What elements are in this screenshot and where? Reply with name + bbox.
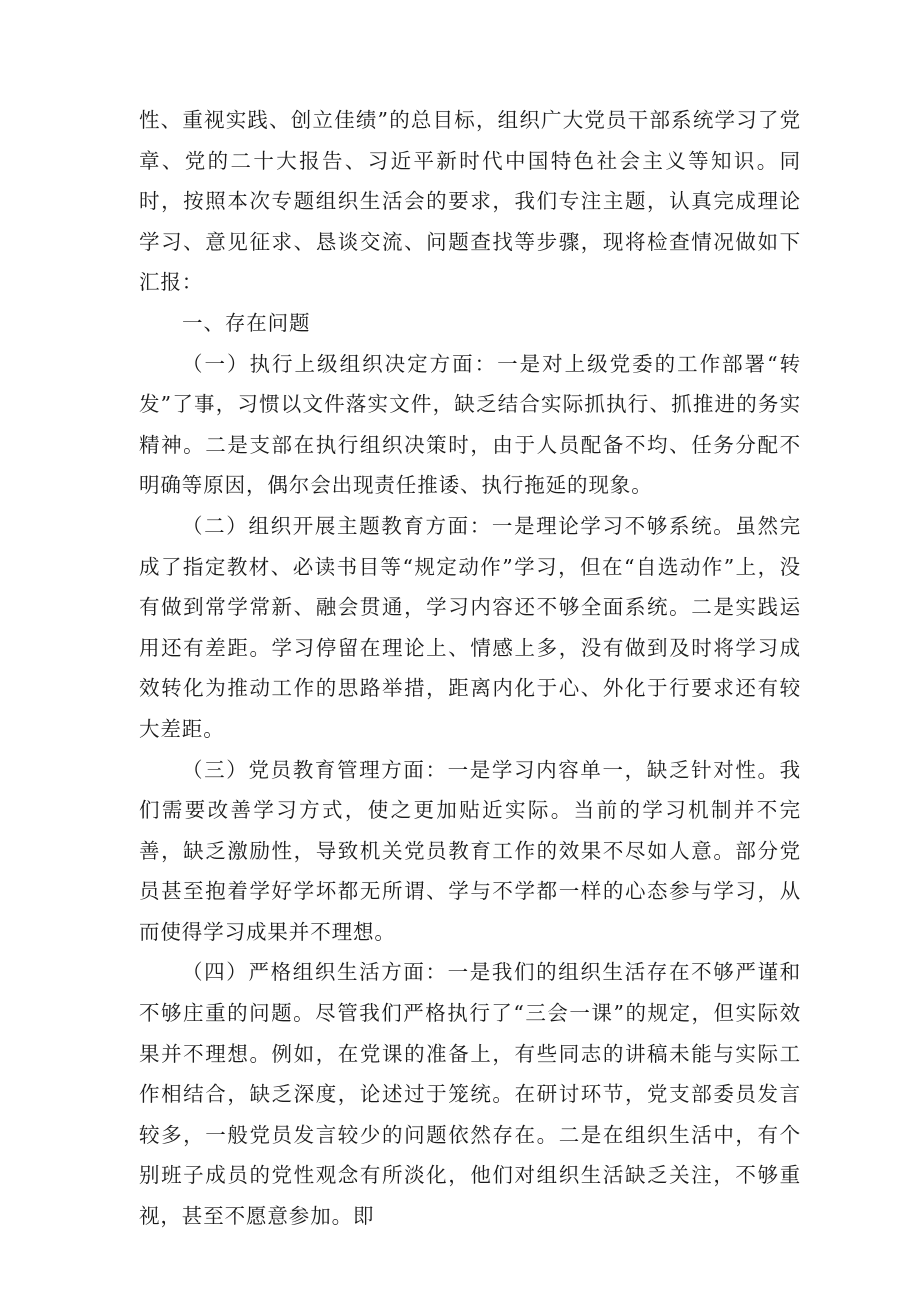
intro-continuation-paragraph: 性、重视实践、创立佳绩”的总目标，组织广大党员干部系统学习了党章、党的二十大报告、习近平新时代中国特色社会主义等知识。同时，按照本次专题组织生活会的要求，我们专注主题，认真完成理论学习、意见征求、恳谈交流、问题查找等步骤，现将检查情况做如下汇报： xyxy=(139,108,801,295)
issue-paragraph-4: （四）严格组织生活方面：一是我们的组织生活存在不够严谨和不够庄重的问题。尽管我们严格执行了“三会一课”的规定，但实际效果并不理想。例如，在党课的准备上，有些同志的讲稿未能与实际工作相结合，缺乏深度，论述过于笼统。在研讨环节，党支部委员发言较多，一般党员发言较少的问题依然存在。二是在组织生活中，有个别班子成员的党性观念有所淡化，他们对组织生活缺乏关注，不够重视，甚至不愿意参加。即 xyxy=(139,960,801,1229)
document-body xyxy=(139,100,801,1237)
issue-paragraph-3: （三）党员教育管理方面：一是学习内容单一，缺乏针对性。我们需要改善学习方式，使之更加贴近实际。当前的学习机制并不完善，缺乏激励性，导致机关党员教育工作的效果不尽如人意。部分党员甚至抱着学好学坏都无所谓、学与不学都一样的心态参与学习，从而使得学习成果并不理想。 xyxy=(139,757,801,944)
issue-paragraph-2: （二）组织开展主题教育方面：一是理论学习不够系统。虽然完成了指定教材、必读书目等“规定动作”学习，但在“自选动作”上，没有做到常学常新、融会贯通，学习内容还不够全面系统。二是实践运用还有差距。学习停留在理论上、情感上多，没有做到及时将学习成效转化为推动工作的思路举措，距离内化于心、外化于行要求还有较大差距。 xyxy=(139,513,801,741)
issue-paragraph-1: （一）执行上级组织决定方面：一是对上级党委的工作部署“转发”了事，习惯以文件落实文件，缺乏结合实际抓执行、抓推进的务实精神。二是支部在执行组织决策时，由于人员配备不均、任务分配不明确等原因，偶尔会出现责任推诿、执行拖延的现象。 xyxy=(139,351,801,498)
section-heading-problems: 一、存在问题 xyxy=(182,310,311,335)
